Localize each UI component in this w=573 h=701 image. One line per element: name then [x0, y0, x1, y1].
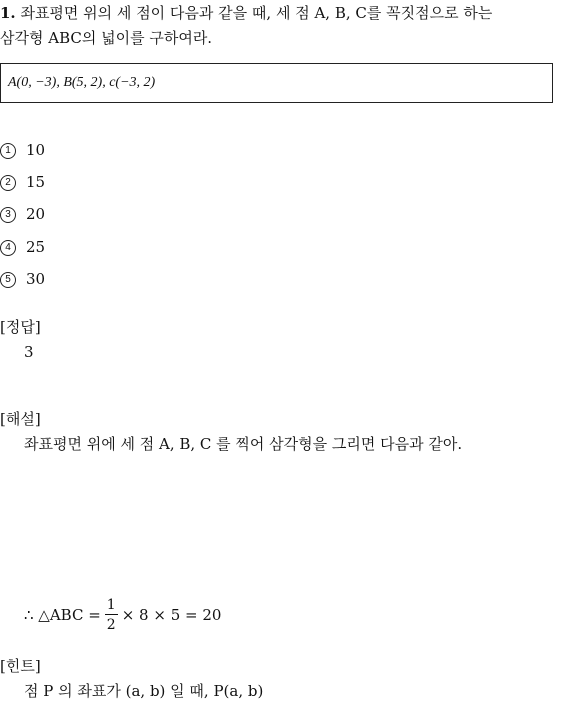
fraction-half [105, 598, 118, 632]
answer-value: 3 [24, 343, 34, 361]
formula-left: ∴ △ABC = [24, 606, 101, 624]
choice-mark-1: 1 [0, 143, 16, 159]
choice-text-5: 30 [26, 270, 46, 288]
choice-text-2: 15 [26, 173, 46, 191]
formula-right: × 8 × 5 = 20 [121, 606, 222, 624]
explanation-label: [해설] [0, 410, 41, 428]
fraction-numerator: 1 [106, 597, 116, 613]
question-line-2: 삼각형 ABC의 넓이를 구하여라. [0, 29, 213, 47]
answer-label: [정답] [0, 318, 41, 336]
choice-2[interactable] [0, 173, 45, 191]
choice-5[interactable] [0, 270, 45, 288]
question-line-1 [0, 2, 492, 23]
choice-text-1: 10 [26, 141, 46, 159]
question-text-1: 좌표평면 위의 세 점이 다음과 같을 때, 세 점 A, B, C를 꼭짓점으로 하는 [20, 4, 493, 22]
hint-label: [힌트] [0, 657, 41, 675]
choice-3[interactable] [0, 205, 45, 223]
question-number: 1. [0, 4, 16, 22]
choice-text-3: 20 [26, 205, 46, 223]
choice-mark-3: 3 [0, 207, 16, 223]
given-box [0, 63, 553, 103]
choice-4[interactable] [0, 238, 45, 256]
choice-1[interactable] [0, 141, 45, 159]
hint-text: 점 P 의 좌표가 (a, b) 일 때, P(a, b) [24, 682, 264, 700]
choice-mark-4: 4 [0, 240, 16, 256]
choice-mark-2: 2 [0, 175, 16, 191]
fraction-denominator: 2 [106, 617, 116, 633]
choice-text-4: 25 [26, 238, 46, 256]
explanation-text: 좌표평면 위에 세 점 A, B, C 를 찍어 삼각형을 그리면 다음과 같아. [24, 435, 463, 453]
area-formula [24, 598, 221, 632]
choice-mark-5: 5 [0, 272, 16, 288]
given-points: A(0, −3), B(5, 2), c(−3, 2) [8, 75, 156, 90]
